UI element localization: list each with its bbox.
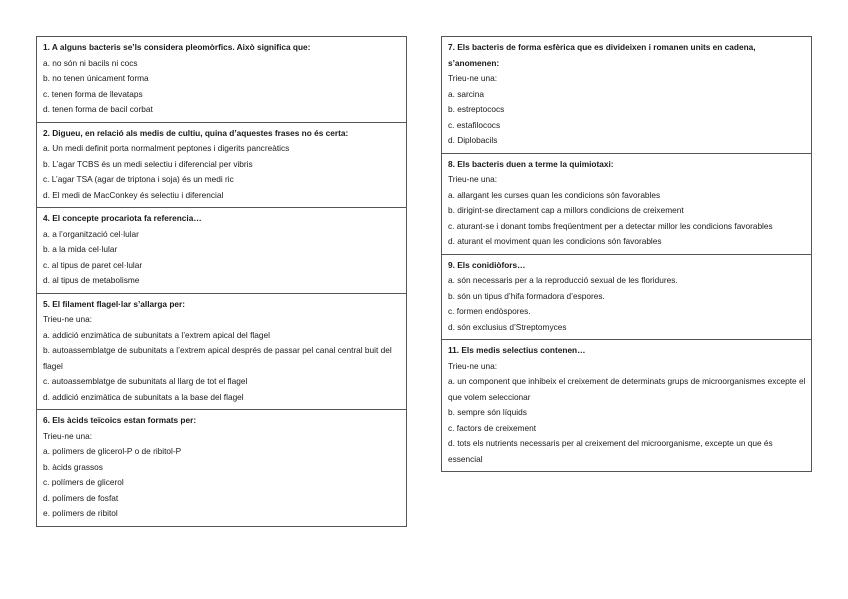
question-6-option-b: b. àcids grassos — [43, 461, 103, 472]
question-7-instruction: Trieu-ne una: — [448, 73, 498, 83]
question-6-option-d: d. polímers de fosfat — [43, 492, 119, 503]
question-2-option-b: b. L’agar TCBS és un medi selectiu i diferencial per vibris — [43, 158, 253, 169]
question-5-option-a: a. addició enzimàtica de subunitats a l’extrem apical del flagel — [43, 329, 270, 340]
question-6-instruction: Trieu-ne una: — [43, 430, 93, 441]
question-7-option-c: c. estafilococs — [448, 119, 501, 130]
question-2-box — [37, 122, 406, 208]
question-9-option-b: b. són un tipus d’hifa formadora d’espores. — [448, 290, 605, 301]
question-9-box — [442, 254, 811, 340]
question-11-box — [442, 339, 811, 471]
question-11-option-c: c. factors de creixement — [448, 422, 537, 433]
question-4-option-a: a. a l’organització cel·lular — [43, 228, 139, 239]
question-8-box — [442, 153, 811, 254]
question-1-option-a: a. no són ni bacils ni cocs — [43, 57, 138, 68]
question-1-option-b: b. no tenen únicament forma — [43, 73, 149, 83]
question-7-option-d: d. Diplobacils — [448, 135, 498, 145]
question-7-box — [442, 37, 811, 153]
question-8-option-a: a. allargant les curses quan les condicions són favorables — [448, 189, 661, 200]
question-1-option-d: d. tenen forma de bacil corbat — [43, 104, 153, 114]
question-11-title: 11. Els medis selectius contenen… — [448, 345, 586, 355]
question-5-title: 5. El filament flagel·lar s’allarga per: — [43, 298, 186, 309]
question-11-option-d: d. tots els nutrients necessaris per al creixement del microorganisme, excepte un que és essencial — [448, 438, 773, 464]
question-4-option-d: d. al tipus de metabolisme — [43, 275, 140, 285]
question-2-option-c: c. L’agar TSA (agar de triptona i soja) és un medi ric — [43, 174, 234, 184]
question-8-title: 8. Els bacteris duen a terme la quimiotaxi: — [448, 158, 614, 169]
right-question-column — [441, 36, 812, 472]
question-5-option-d: d. addició enzimàtica de subunitats a la base del flagel — [43, 391, 244, 402]
question-5-option-c: c. autoassemblatge de subunitats al llarg de tot el flagel — [43, 376, 248, 386]
question-9-option-c: c. formen endòspores. — [448, 306, 531, 316]
question-8-option-d: d. aturant el moviment quan les condicions són favorables — [448, 236, 662, 246]
question-6-option-e: e. polímers de ribitol — [43, 508, 118, 518]
question-5-instruction: Trieu-ne una: — [43, 314, 93, 324]
question-4-box — [37, 207, 406, 293]
question-1-box — [37, 37, 406, 122]
question-9-title: 9. Els conidiòfors… — [448, 259, 526, 270]
question-7-option-a: a. sarcina — [448, 88, 484, 99]
question-2-title: 2. Digueu, en relació als medis de cultiu, quina d’aquestes frases no és certa: — [43, 127, 349, 138]
question-4-option-c: c. al tipus de paret cel·lular — [43, 259, 143, 270]
question-6-box — [37, 409, 406, 526]
question-6-option-c: c. polímers de glicerol — [43, 477, 124, 487]
question-11-option-a: a. un component que inhibeix el creixement de determinats grups de microorganismes excepte el que volem seleccionar — [448, 376, 806, 402]
question-11-option-b: b. sempre són líquids — [448, 407, 527, 417]
question-11-instruction: Trieu-ne una: — [448, 360, 498, 371]
question-6-option-a: a. polímers de glicerol-P o de ribitol-P — [43, 446, 182, 456]
question-6-title: 6. Els àcids teïcoics estan formats per: — [43, 415, 197, 425]
question-4-title: 4. El concepte procariota fa referencia… — [43, 213, 202, 223]
question-2-option-a: a. Un medi definit porta normalment peptones i digerits pancreàtics — [43, 143, 290, 153]
question-5-box — [37, 293, 406, 410]
question-8-instruction: Trieu-ne una: — [448, 174, 498, 184]
question-7-title: 7. Els bacteris de forma esfèrica que es divideixen i romanen units en cadena, s’anomenen: — [448, 42, 756, 68]
question-1-option-c: c. tenen forma de llevataps — [43, 88, 143, 99]
question-1-title: 1. A alguns bacteris se’ls considera pleomòrfics. Això significa que: — [43, 42, 311, 52]
question-8-option-b: b. dirigint-se directament cap a millors condicions de creixement — [448, 205, 684, 215]
question-9-option-a: a. són necessaris per a la reproducció sexual de les floridures. — [448, 275, 678, 285]
question-7-option-b: b. estreptococs — [448, 104, 505, 114]
left-question-column — [36, 36, 407, 527]
question-5-option-b: b. autoassemblatge de subunitats a l’extrem apical després de passar pel canal central buit del flagel — [43, 345, 392, 371]
question-4-option-b: b. a la mida cel·lular — [43, 244, 118, 254]
question-8-option-c: c. aturant-se i donant tombs freqüentment per a detectar millor les condicions favorables — [448, 220, 773, 231]
question-2-option-d: d. El medi de MacConkey és selectiu i diferencial — [43, 189, 224, 200]
question-9-option-d: d. són exclusius d’Streptomyces — [448, 321, 567, 332]
